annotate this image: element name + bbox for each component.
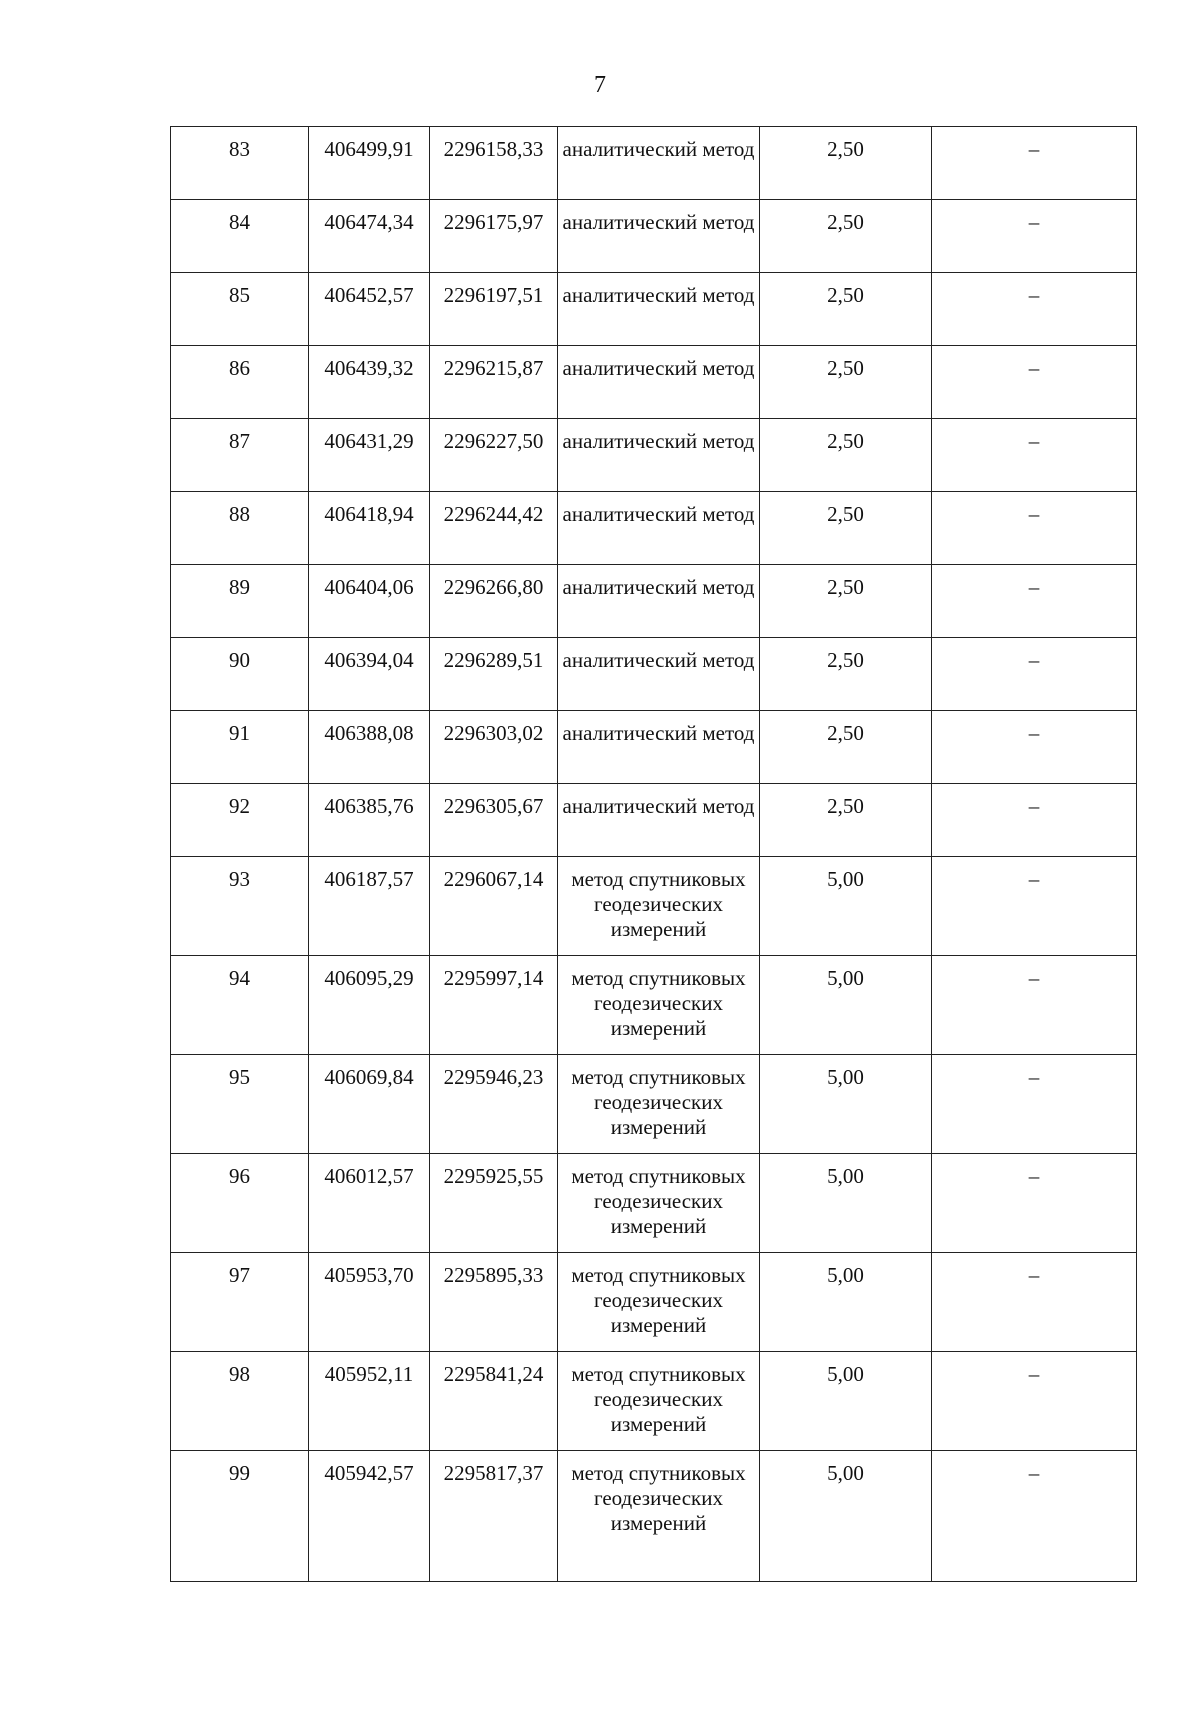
coordinate-x: 406418,94 (309, 492, 430, 565)
coordinates-table (170, 126, 1137, 1582)
coordinate-y: 2296305,67 (430, 784, 558, 857)
coordinate-x: 406404,06 (309, 565, 430, 638)
determination-method: метод спутниковых геодезических измерений (558, 1055, 760, 1154)
coordinate-x: 406095,29 (309, 956, 430, 1055)
note-cell: – (932, 419, 1137, 492)
note-cell: – (932, 711, 1137, 784)
determination-method: аналитический метод (558, 419, 760, 492)
note-cell: – (932, 784, 1137, 857)
note-cell: – (932, 127, 1137, 200)
accuracy-value: 5,00 (760, 1253, 932, 1352)
table-row (171, 346, 1137, 419)
coordinate-x: 405942,57 (309, 1451, 430, 1582)
determination-method: аналитический метод (558, 200, 760, 273)
coordinate-x: 406012,57 (309, 1154, 430, 1253)
point-number: 87 (171, 419, 309, 492)
point-number: 84 (171, 200, 309, 273)
point-number: 98 (171, 1352, 309, 1451)
coordinate-y: 2296244,42 (430, 492, 558, 565)
table-row (171, 200, 1137, 273)
determination-method: аналитический метод (558, 784, 760, 857)
determination-method: аналитический метод (558, 638, 760, 711)
note-cell: – (932, 638, 1137, 711)
coordinate-y: 2295817,37 (430, 1451, 558, 1582)
table-row (171, 127, 1137, 200)
coordinate-y: 2296158,33 (430, 127, 558, 200)
note-cell: – (932, 956, 1137, 1055)
coordinate-x: 406431,29 (309, 419, 430, 492)
point-number: 94 (171, 956, 309, 1055)
accuracy-value: 5,00 (760, 1352, 932, 1451)
table-row (171, 956, 1137, 1055)
accuracy-value: 5,00 (760, 1055, 932, 1154)
accuracy-value: 5,00 (760, 1154, 932, 1253)
coordinate-y: 2296215,87 (430, 346, 558, 419)
point-number: 85 (171, 273, 309, 346)
note-cell: – (932, 1451, 1137, 1582)
accuracy-value: 5,00 (760, 956, 932, 1055)
table-row (171, 565, 1137, 638)
coordinate-x: 406474,34 (309, 200, 430, 273)
accuracy-value: 2,50 (760, 127, 932, 200)
point-number: 83 (171, 127, 309, 200)
accuracy-value: 2,50 (760, 492, 932, 565)
table-row (171, 419, 1137, 492)
coordinate-x: 406187,57 (309, 857, 430, 956)
note-cell: – (932, 1253, 1137, 1352)
coordinate-x: 406499,91 (309, 127, 430, 200)
point-number: 90 (171, 638, 309, 711)
table-row (171, 638, 1137, 711)
note-cell: – (932, 857, 1137, 956)
point-number: 89 (171, 565, 309, 638)
coordinate-x: 406388,08 (309, 711, 430, 784)
point-number: 92 (171, 784, 309, 857)
determination-method: метод спутниковых геодезических измерений (558, 857, 760, 956)
coordinate-y: 2296266,80 (430, 565, 558, 638)
point-number: 95 (171, 1055, 309, 1154)
accuracy-value: 2,50 (760, 346, 932, 419)
note-cell: – (932, 346, 1137, 419)
note-cell: – (932, 1154, 1137, 1253)
determination-method: аналитический метод (558, 273, 760, 346)
table-row (171, 857, 1137, 956)
coordinate-y: 2296197,51 (430, 273, 558, 346)
point-number: 96 (171, 1154, 309, 1253)
coordinate-x: 406439,32 (309, 346, 430, 419)
accuracy-value: 2,50 (760, 784, 932, 857)
coordinate-x: 406069,84 (309, 1055, 430, 1154)
table-row (171, 711, 1137, 784)
determination-method: метод спутниковых геодезических измерений (558, 956, 760, 1055)
determination-method: аналитический метод (558, 565, 760, 638)
coordinate-y: 2296303,02 (430, 711, 558, 784)
accuracy-value: 5,00 (760, 1451, 932, 1582)
note-cell: – (932, 565, 1137, 638)
accuracy-value: 2,50 (760, 638, 932, 711)
coordinate-x: 406385,76 (309, 784, 430, 857)
point-number: 93 (171, 857, 309, 956)
note-cell: – (932, 492, 1137, 565)
accuracy-value: 2,50 (760, 273, 932, 346)
coordinate-x: 405953,70 (309, 1253, 430, 1352)
point-number: 99 (171, 1451, 309, 1582)
table-row (171, 1253, 1137, 1352)
point-number: 97 (171, 1253, 309, 1352)
coordinate-y: 2295925,55 (430, 1154, 558, 1253)
coordinate-y: 2295997,14 (430, 956, 558, 1055)
determination-method: аналитический метод (558, 127, 760, 200)
note-cell: – (932, 1352, 1137, 1451)
coordinate-y: 2296175,97 (430, 200, 558, 273)
point-number: 86 (171, 346, 309, 419)
coordinate-y: 2295895,33 (430, 1253, 558, 1352)
determination-method: аналитический метод (558, 492, 760, 565)
accuracy-value: 5,00 (760, 857, 932, 956)
coordinate-x: 406394,04 (309, 638, 430, 711)
coordinate-y: 2296067,14 (430, 857, 558, 956)
table-row (171, 492, 1137, 565)
table-row (171, 1154, 1137, 1253)
coordinate-x: 405952,11 (309, 1352, 430, 1451)
accuracy-value: 2,50 (760, 419, 932, 492)
table-row (171, 1352, 1137, 1451)
accuracy-value: 2,50 (760, 200, 932, 273)
coordinate-y: 2296289,51 (430, 638, 558, 711)
determination-method: аналитический метод (558, 711, 760, 784)
table-row (171, 784, 1137, 857)
accuracy-value: 2,50 (760, 565, 932, 638)
coordinate-y: 2295946,23 (430, 1055, 558, 1154)
determination-method: метод спутниковых геодезических измерений (558, 1352, 760, 1451)
determination-method: метод спутниковых геодезических измерений (558, 1451, 760, 1582)
point-number: 91 (171, 711, 309, 784)
note-cell: – (932, 200, 1137, 273)
determination-method: метод спутниковых геодезических измерений (558, 1154, 760, 1253)
coordinate-x: 406452,57 (309, 273, 430, 346)
page-number: 7 (594, 72, 606, 98)
table-row (171, 1055, 1137, 1154)
note-cell: – (932, 273, 1137, 346)
determination-method: аналитический метод (558, 346, 760, 419)
table-row (171, 1451, 1137, 1582)
note-cell: – (932, 1055, 1137, 1154)
coordinate-y: 2295841,24 (430, 1352, 558, 1451)
accuracy-value: 2,50 (760, 711, 932, 784)
table-row (171, 273, 1137, 346)
coordinate-y: 2296227,50 (430, 419, 558, 492)
point-number: 88 (171, 492, 309, 565)
determination-method: метод спутниковых геодезических измерений (558, 1253, 760, 1352)
